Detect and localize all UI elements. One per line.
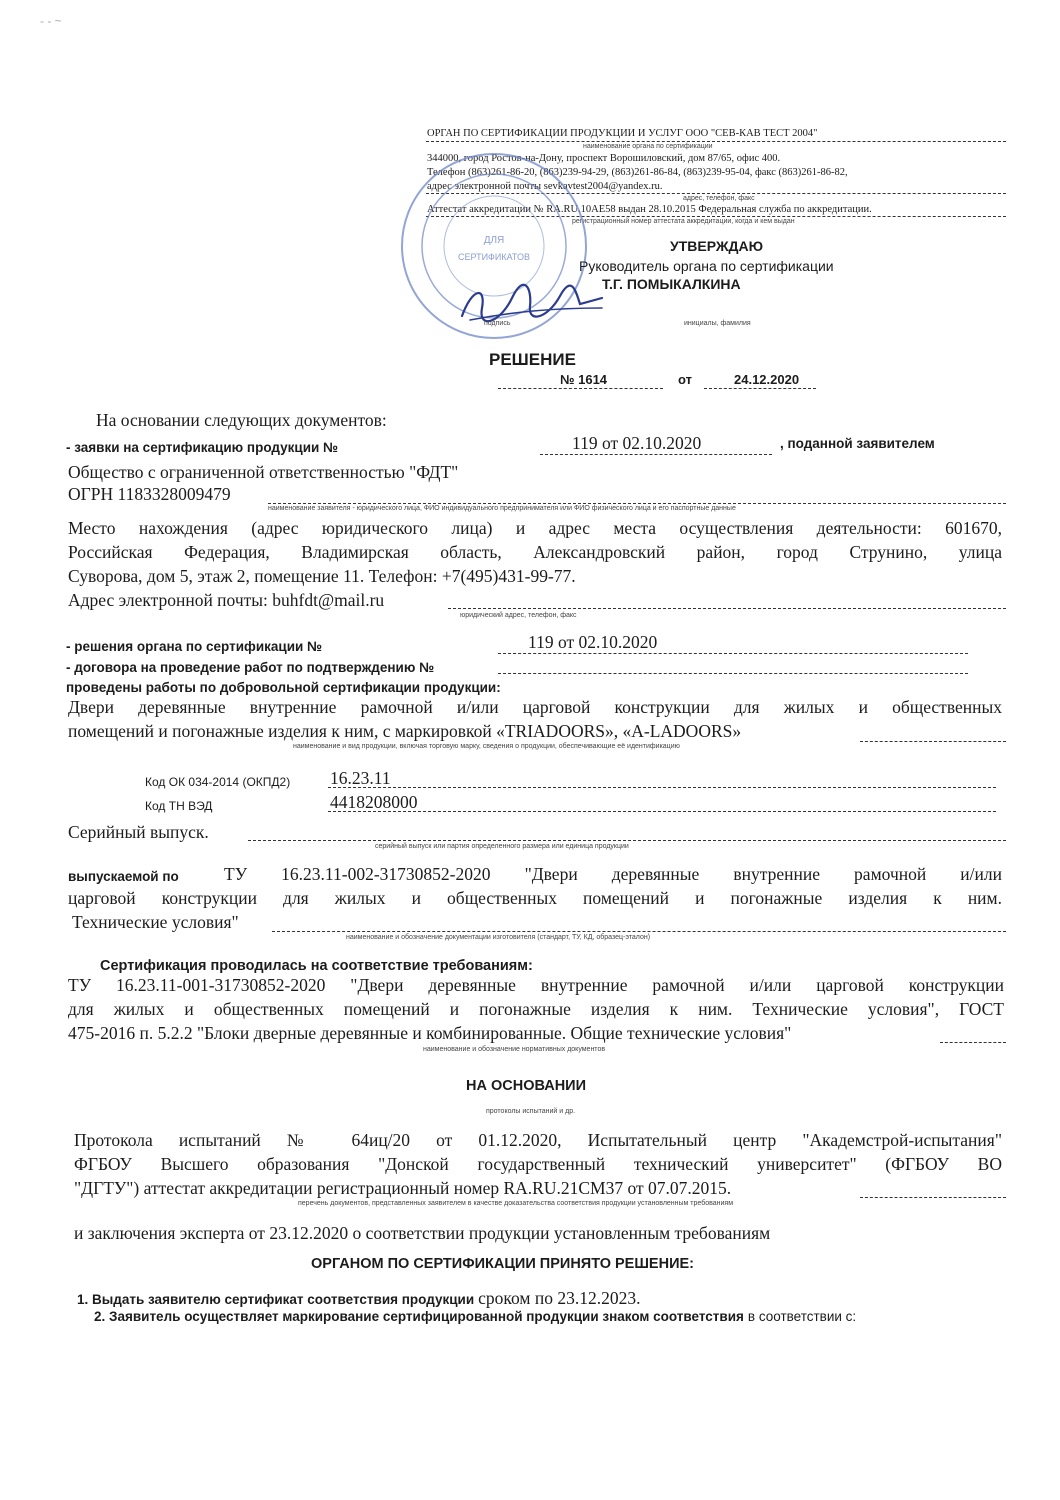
applicant-caption: наименование заявителя - юридического лица, ФИО индивидуального предпринимателя или ФИО физического лица и его паспортные данные: [268, 505, 736, 512]
location-line-2: Российская Федерация, Владимирская область, Александровский район, город Струнино, улица: [68, 542, 1002, 562]
tnved-label: Код ТН ВЭД: [145, 799, 213, 813]
approve-title: УТВЕРЖДАЮ: [670, 238, 764, 254]
resolution-item-2: [94, 1308, 856, 1326]
produced-line-1: ТУ 16.23.11-002-31730852-2020 "Двери деревянные внутренние рамочной и/или: [224, 864, 1002, 884]
product-line-1: Двери деревянные внутренние рамочной и/или царговой конструкции для жилых и общественных: [68, 697, 1002, 717]
produced-line-2: царговой конструкции для жилых и общественных помещений и погонажные изделия к ним.: [68, 888, 1002, 908]
organ-address: 344000, город Ростов-на-Дону, проспект Ворошиловский, дом 87/65, офис 400.: [427, 153, 781, 164]
approver-name: Т.Г. ПОМЫКАЛКИНА: [602, 276, 741, 292]
grounds-caption-2: перечень документов, представленных заявителем в качестве доказательства соответствия продукции установленным требованиям: [298, 1200, 734, 1207]
application-value: 119 от 02.10.2020: [572, 433, 702, 453]
signature: [452, 268, 612, 338]
basis-intro: На основании следующих документов:: [96, 410, 387, 430]
address-caption: юридический адрес, телефон, факс: [460, 612, 577, 619]
requirements-line-3: 475-2016 п. 5.2.2 "Блоки дверные деревянные и комбинированные. Общие технические условия": [68, 1023, 792, 1043]
produced-line-3: Технические условия": [72, 912, 239, 932]
grounds-title: НА ОСНОВАНИИ: [466, 1078, 587, 1094]
resolution-item-2-rest: в соответствии с:: [747, 1309, 857, 1324]
grounds-line-1: Протокола испытаний № 64иц/20 от 01.12.2020, Испытательный центр "Академстрой-испытания": [74, 1130, 1002, 1150]
okpd-label: Код ОК 034-2014 (ОКПД2): [145, 775, 291, 789]
decision-title: РЕШЕНИЕ: [489, 350, 576, 369]
accreditation-caption: регистрационный номер аттестата аккредитации, когда и кем выдан: [572, 218, 795, 225]
contract-label: - договора на проведение работ по подтверждению №: [66, 660, 435, 675]
corner-mark: - - ~: [40, 14, 62, 28]
requirements-caption: наименование и обозначение нормативных документов: [423, 1046, 606, 1053]
grounds-caption: протоколы испытаний и др.: [486, 1108, 576, 1115]
decision-date: 24.12.2020: [734, 372, 800, 387]
produced-caption: наименование и обозначение документации изготовителя (стандарт, ТУ, КД, образец-эталон): [346, 934, 651, 941]
requirements-title: Сертификация проводилась на соответствие требованиям:: [100, 958, 533, 974]
application-label: - заявки на сертификацию продукции №: [66, 440, 339, 455]
application-submitted: , поданной заявителем: [780, 436, 935, 451]
okpd-value: 16.23.11: [330, 768, 391, 788]
location-line-3: Суворова, дом 5, этаж 2, помещение 11. Телефон: +7(495)431-99-77.: [68, 566, 576, 586]
expert-conclusion: и заключения эксперта от 23.12.2020 о соответствии продукции установленным требованиям: [74, 1223, 771, 1243]
product-caption: наименование и вид продукции, включая торговую марку, сведения о продукции, обеспечивающие её идентификацию: [293, 743, 680, 750]
product-line-2: помещений и погонажные изделия к ним, с маркировкой «TRIADOORS», «A-LADOORS»: [68, 721, 742, 741]
decision-number: № 1614: [560, 372, 608, 387]
organ-name: ОРГАН ПО СЕРТИФИКАЦИИ ПРОДУКЦИИ И УСЛУГ ООО "СЕВ-КАВ ТЕСТ 2004": [427, 128, 818, 139]
works-label: проведены работы по добровольной сертификации продукции:: [66, 680, 501, 695]
organ-address-caption: адрес, телефон, факс: [683, 195, 755, 202]
grounds-line-2: ФГБОУ Высшего образования "Донской государственный технический университет" (ФГБОУ ВО: [74, 1154, 1002, 1174]
signature-caption: подпись: [484, 320, 511, 327]
requirements-line-2: для жилых и общественных помещений и погонажные изделия к ним. Технические условия", ГОСТ: [68, 999, 1004, 1019]
stamp-center-top: ДЛЯ: [483, 235, 505, 246]
resolution-item-1-bold: 1. Выдать заявителю сертификат соответствия продукции: [77, 1292, 475, 1307]
organ-decision-label: - решения органа по сертификации №: [66, 639, 323, 654]
applicant-name: Общество с ограниченной ответственностью "ФДТ": [68, 462, 459, 482]
resolution-item-1-rest: сроком по 23.12.2023.: [478, 1288, 641, 1308]
organ-decision-value: 119 от 02.10.2020: [528, 632, 658, 652]
resolution-title: ОРГАНОМ ПО СЕРТИФИКАЦИИ ПРИНЯТО РЕШЕНИЕ:: [311, 1256, 694, 1272]
applicant-email: Адрес электронной почты: buhfdt@mail.ru: [68, 590, 385, 610]
decision-from-label: от: [678, 372, 692, 387]
organ-accreditation: Аттестат аккредитации № RA.RU.10АЕ58 выдан 28.10.2015 Федеральная служба по аккредитации.: [427, 204, 872, 215]
organ-phones: Телефон (863)261-86-20, (863)239-94-29, (863)261-86-84, (863)239-95-04, факс (863)261-86-82,: [427, 167, 848, 178]
tnved-value: 4418208000: [330, 792, 418, 812]
serial-caption: серийный выпуск или партия определенного размера или единица продукции: [375, 843, 629, 850]
stamp-center-bottom: СЕРТИФИКАТОВ: [457, 252, 531, 262]
organ-caption: наименование органа по сертификации: [583, 143, 713, 150]
grounds-line-3: "ДГТУ") аттестат аккредитации регистрационный номер RA.RU.21СМ37 от 07.07.2015.: [74, 1178, 732, 1198]
produced-label: выпускаемой по: [68, 869, 179, 884]
requirements-line-1: ТУ 16.23.11-001-31730852-2020 "Двери деревянные внутренние рамочной и/или царговой конструкции: [68, 975, 1004, 995]
organ-email: адрес электронной почты sevkavtest2004@yandex.ru.: [427, 181, 663, 192]
location-line-1: Место нахождения (адрес юридического лица) и адрес места осуществления деятельности: 601670,: [68, 518, 1002, 538]
initials-caption: инициалы, фамилия: [684, 320, 751, 327]
resolution-item-2-bold: 2. Заявитель осуществляет маркирование сертифицированной продукции знаком соответствия: [94, 1309, 744, 1324]
resolution-item-1: [77, 1288, 641, 1309]
serial-text: Серийный выпуск.: [68, 822, 209, 842]
approver-position: Руководитель органа по сертификации: [579, 258, 834, 274]
applicant-ogrn: ОГРН 1183328009479: [68, 484, 231, 504]
